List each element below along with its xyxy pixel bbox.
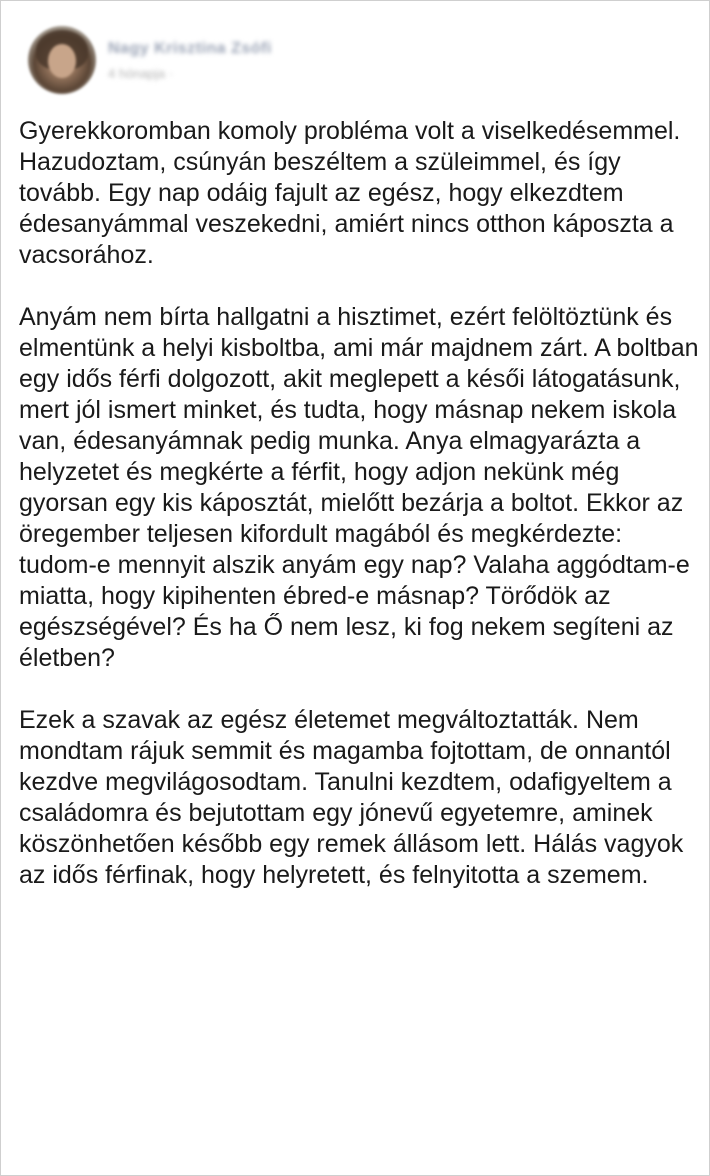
post-header [28,26,428,96]
post-paragraph-3: Ezek a szavak az egész életemet megváltoztatták. Nem mondtam rájuk semmit és magamba fojtottam, de onnantól kezdve megvilágosodtam. Tanulni kezdtem, odafigyeltem a családomra és bejutottam egy jónevű egyetemre, aminek köszönhetően később egy remek állásom lett. Hálás vagyok az idős férfinak, hogy helyretett, és felnyitotta a szemem. [19,706,684,889]
post-meta[interactable]: 4 hónapja · [108,66,174,81]
avatar[interactable] [28,26,96,94]
post-body [19,116,701,891]
avatar-face [48,44,76,78]
post-paragraph-1: Gyerekkoromban komoly probléma volt a viselkedésemmel. Hazudoztam, csúnyán beszéltem a szüleimmel, és így tovább. Egy nap odáig fajult az egész, hogy elkezdtem édesanyámmal veszekedni, amiért nincs otthon káposzta a vacsorához. [19,117,681,269]
author-name[interactable]: Nagy Krisztina Zsófi [108,40,272,57]
post-paragraph-2: Anyám nem bírta hallgatni a hisztimet, ezért felöltöztünk és elmentünk a helyi kisboltba, ami már majdnem zárt. A boltban egy idős férfi dolgozott, akit meglepett a késői látogatásunk, mert jól ismert minket, és tudta, hogy másnap nekem iskola van, édesanyámnak pedig munka. Anya elmagyarázta a helyzetet és megkérte a férfit, hogy adjon nekünk még gyorsan egy kis káposztát, mielőtt bezárja a boltot. Ekkor az öregember teljesen kifordult magából és megkérdezte: tudom-e mennyit alszik anyám egy nap? Valaha aggódtam-e miatta, hogy kipihenten ébred-e másnap? Törődök az egészségével? És ha Ő nem lesz, ki fog nekem segíteni az életben? [19,303,699,672]
